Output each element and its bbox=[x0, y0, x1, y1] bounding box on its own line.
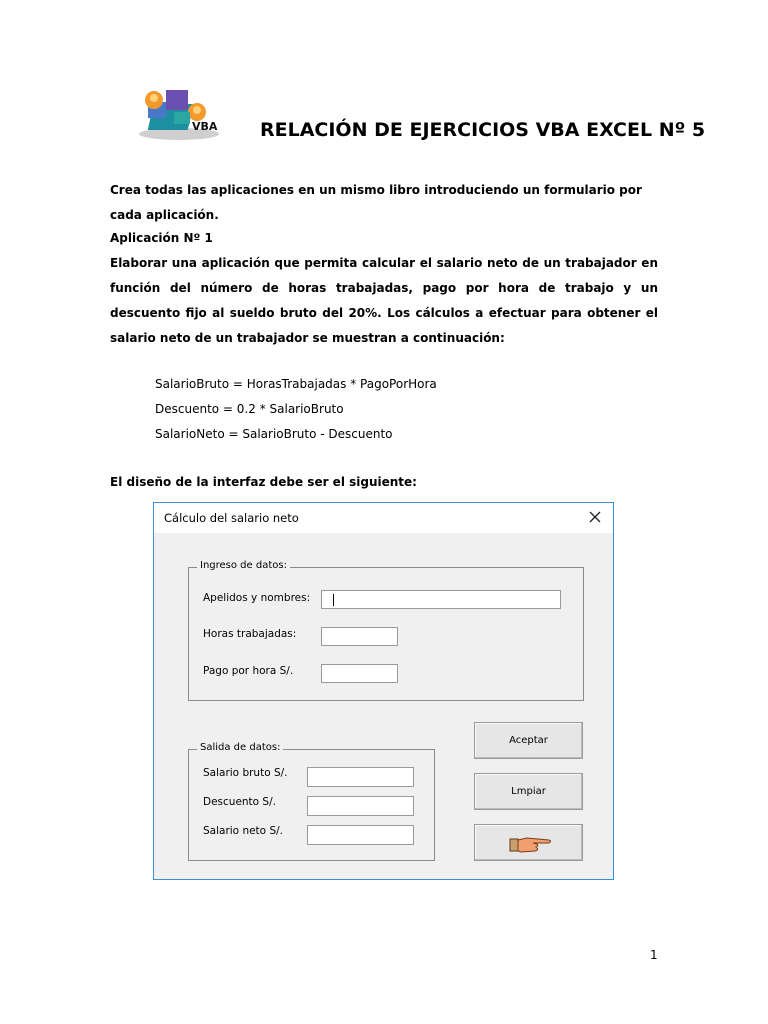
input-frame bbox=[188, 560, 584, 701]
formula-net: SalarioNeto = SalarioBruto - Descuento bbox=[155, 427, 393, 441]
output-frame bbox=[188, 742, 435, 861]
page-title: RELACIÓN DE EJERCICIOS VBA EXCEL Nº 5 bbox=[260, 119, 706, 141]
rate-input[interactable] bbox=[321, 664, 398, 683]
page-number: 1 bbox=[650, 948, 658, 962]
output-frame-legend: Salida de datos: bbox=[197, 742, 283, 753]
label-net: Salario neto S/. bbox=[203, 825, 283, 837]
app-heading: Aplicación Nº 1 bbox=[110, 231, 213, 245]
exit-button[interactable] bbox=[474, 824, 583, 861]
accept-button[interactable]: Aceptar bbox=[474, 722, 583, 759]
app-description: Elaborar una aplicación que permita calcular el salario neto de un trabajador en función del número de horas trabajadas, pago por hora de trabajo y un descuento fijo al sueldo bruto del 20%. Los cálculos a efectuar para obtener el salario neto de un trabajador se muestran a continuación: bbox=[110, 256, 658, 345]
vba-logo-text: VBA bbox=[192, 120, 218, 133]
close-icon[interactable] bbox=[585, 507, 605, 527]
net-output[interactable] bbox=[307, 825, 414, 845]
input-frame-legend: Ingreso de datos: bbox=[197, 560, 290, 571]
vba-logo bbox=[134, 82, 224, 142]
clear-button[interactable]: Lmpiar bbox=[474, 773, 583, 810]
text-cursor bbox=[333, 594, 334, 606]
dialog-titlebar bbox=[154, 503, 613, 533]
dialog-title: Cálculo del salario neto bbox=[164, 511, 299, 525]
label-gross: Salario bruto S/. bbox=[203, 767, 288, 779]
discount-output[interactable] bbox=[307, 796, 414, 816]
hours-input[interactable] bbox=[321, 627, 398, 646]
formula-gross: SalarioBruto = HorasTrabajadas * PagoPorHora bbox=[155, 377, 437, 391]
formula-discount: Descuento = 0.2 * SalarioBruto bbox=[155, 402, 344, 416]
label-discount: Descuento S/. bbox=[203, 796, 276, 808]
gross-output[interactable] bbox=[307, 767, 414, 787]
label-hours: Horas trabajadas: bbox=[203, 628, 297, 640]
pointing-hand-icon bbox=[509, 834, 553, 857]
intro-text: Crea todas las aplicaciones en un mismo libro introduciendo un formulario por cada aplicación. bbox=[110, 183, 642, 222]
design-note: El diseño de la interfaz debe ser el siguiente: bbox=[110, 475, 417, 489]
names-input[interactable] bbox=[321, 590, 561, 609]
userform-dialog bbox=[153, 502, 614, 880]
label-names: Apelidos y nombres: bbox=[203, 592, 311, 604]
label-rate: Pago por hora S/. bbox=[203, 665, 294, 677]
